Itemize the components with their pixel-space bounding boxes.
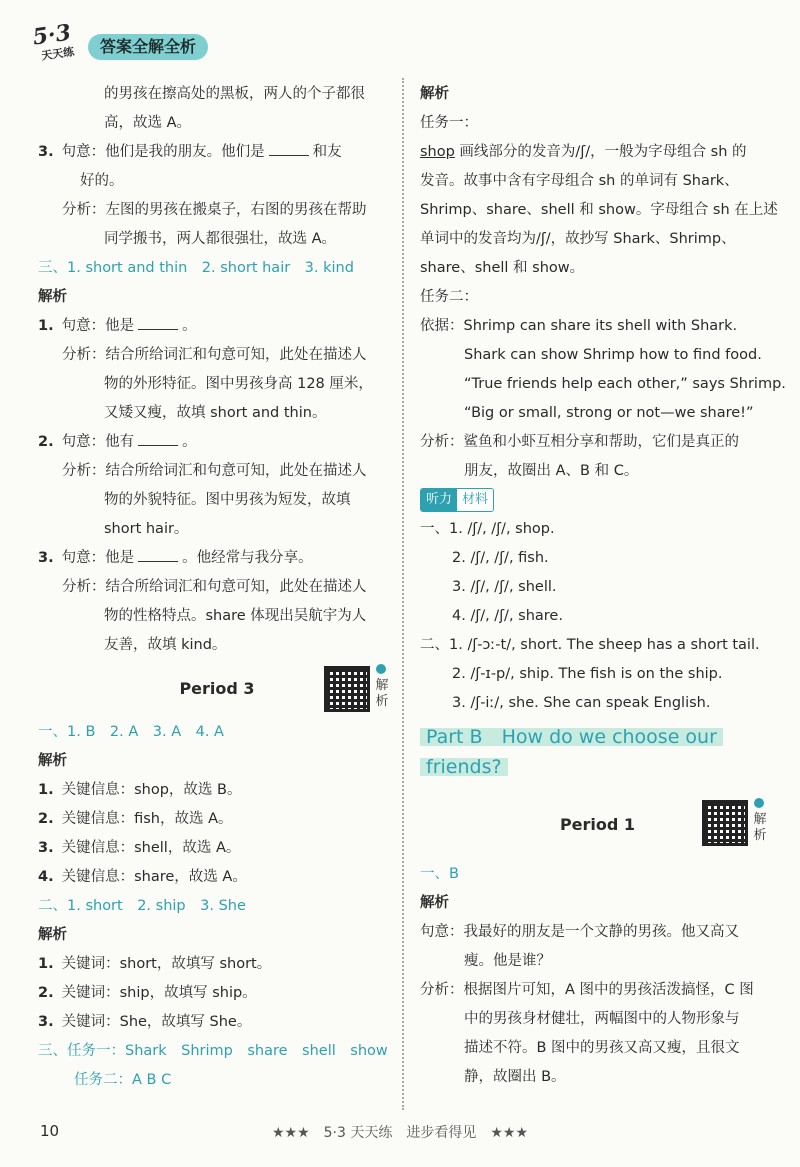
listening-material-badge: 听力 材料	[420, 486, 775, 515]
item-3: 3. 句意：他是 。他经常与我分享。	[38, 550, 313, 566]
logo-text: 5·3	[31, 19, 73, 51]
left-column	[38, 80, 396, 1095]
meaning-line: 句意：我最好的朋友是一个文静的男孩。他又高又	[420, 924, 739, 940]
analysis-line: 又矮又瘦，故填 short and thin。	[104, 405, 327, 421]
answer-yi: 一、B	[420, 866, 459, 882]
period-1-title: Period 1 解析	[420, 790, 775, 860]
footer-slogan: ★★★ 5·3 天天练 进步看得见 ★★★	[271, 1125, 529, 1141]
answer-san-2b: 任务二：A B C	[74, 1072, 172, 1088]
evidence-line: Shark can show Shrimp how to find food.	[464, 347, 762, 363]
question-3: 3. 句意：他们是我的朋友。他们是 和友	[38, 144, 342, 160]
analysis-line: 物的性格特点。share 体现出吴航宇为人	[104, 608, 367, 624]
evidence-line: “True friends help each other,” says Shrimp.	[464, 376, 786, 392]
column-divider	[402, 78, 404, 1110]
analysis-line: 分析：左图的男孩在搬桌子，右图的男孩在帮助	[62, 202, 367, 218]
key-4: 4. 关键信息：share，故选 A。	[38, 869, 247, 885]
answer-yi: 一、1. B 2. A 3. A 4. A	[38, 724, 224, 740]
task-1-label: 任务一：	[420, 115, 478, 131]
listening-line: 3. /ʃ/, /ʃ/, shell.	[452, 579, 557, 595]
analysis-line: 分析：结合所给词汇和句意可知，此处在描述人	[62, 347, 367, 363]
analysis-line: 友善，故填 kind。	[104, 637, 227, 653]
qr-code-icon[interactable]	[702, 800, 748, 846]
word-1: 1. 关键词：short，故填写 short。	[38, 956, 272, 972]
answer-blank	[138, 329, 178, 330]
answer-blank	[269, 155, 309, 156]
section-header-pill: 答案全解全析	[88, 34, 208, 60]
task-1-line: 发音。故事中含有字母组合 sh 的单词有 Shark、	[420, 173, 739, 189]
item-1: 1. 句意：他是 。	[38, 318, 197, 334]
analysis-line: 物的外形特征。图中男孩身高 128 厘米，	[104, 376, 373, 392]
brand-logo	[31, 21, 88, 68]
evidence-line: “Big or small, strong or not—we share!”	[464, 405, 754, 421]
listening-line: 2. /ʃ/, /ʃ/, fish.	[452, 550, 549, 566]
item-2: 2. 句意：他有 。	[38, 434, 197, 450]
analysis-line: 同学搬书，两人都很强壮，故选 A。	[104, 231, 337, 247]
answer-san-2: 三、任务一：Shark Shrimp share shell show	[38, 1043, 388, 1059]
analysis-line: 朋友，故圈出 A、B 和 C。	[464, 463, 639, 479]
key-1: 1. 关键信息：shop，故选 B。	[38, 782, 242, 798]
part-b-title: Part B How do we choose our friends?	[420, 718, 730, 790]
answer-san: 三、1. short and thin 2. short hair 3. kind	[38, 260, 354, 276]
page-number: 10	[40, 1122, 60, 1140]
jiexi-heading: 解析	[38, 927, 67, 943]
text-line: 高，故选 A。	[104, 115, 192, 131]
text-line: 的男孩在擦高处的黑板，两人的个子都很	[104, 86, 365, 102]
analysis-line: short hair。	[104, 521, 189, 537]
task-2-label: 任务二：	[420, 289, 478, 305]
listening-line: 3. /ʃ-iː/, she. She can speak English.	[452, 695, 711, 711]
answer-blank	[138, 445, 178, 446]
play-icon	[376, 664, 386, 674]
jiexi-heading: 解析	[38, 289, 67, 305]
jiexi-heading: 解析	[420, 895, 449, 911]
logo-sub: 天天练	[40, 45, 76, 63]
analysis-line: 分析：结合所给词汇和句意可知，此处在描述人	[62, 463, 367, 479]
key-3: 3. 关键信息：shell，故选 A。	[38, 840, 241, 856]
jiexi-heading: 解析	[38, 753, 67, 769]
text-line: 好的。	[80, 173, 124, 189]
listening-line: 2. /ʃ-ɪ-p/, ship. The fish is on the ship.	[452, 666, 723, 682]
key-2: 2. 关键信息：fish，故选 A。	[38, 811, 233, 827]
period-3-title: Period 3 解析	[38, 660, 396, 718]
word-2: 2. 关键词：ship，故填写 ship。	[38, 985, 257, 1001]
analysis-line: 描述不符。B 图中的男孩又高又瘦，且很文	[464, 1040, 740, 1056]
answer-er: 二、1. short 2. ship 3. She	[38, 898, 246, 914]
word-3: 3. 关键词：She，故填写 She。	[38, 1014, 252, 1030]
analysis-line: 静，故圈出 B。	[464, 1069, 566, 1085]
listening-line: 二、1. /ʃ-ɔː-t/, short. The sheep has a short tail.	[420, 637, 760, 653]
task-1-line: Shrimp、share、shell 和 show。字母组合 sh 在上述	[420, 202, 778, 218]
meaning-line: 瘦。他是谁？	[464, 953, 551, 969]
jiexi-heading: 解析	[420, 86, 449, 102]
listening-line: 4. /ʃ/, /ʃ/, share.	[452, 608, 563, 624]
analysis-line: 物的外貌特征。图中男孩为短发，故填	[104, 492, 351, 508]
analysis-line: 分析：鲨鱼和小虾互相分享和帮助，它们是真正的	[420, 434, 739, 450]
task-1-line: share、shell 和 show。	[420, 260, 585, 276]
analysis-line: 分析：根据图片可知，A 图中的男孩活泼搞怪，C 图	[420, 982, 754, 998]
analysis-line: 分析：结合所给词汇和句意可知，此处在描述人	[62, 579, 367, 595]
right-column	[420, 80, 786, 1092]
analysis-line: 中的男孩身材健壮，两幅图中的人物形象与	[464, 1011, 740, 1027]
qr-label: 解析	[753, 812, 767, 843]
evidence-line: 依据：Shrimp can share its shell with Shark.	[420, 318, 738, 334]
play-icon	[754, 798, 764, 808]
answer-blank	[138, 561, 178, 562]
qr-code-icon[interactable]	[324, 666, 370, 712]
qr-label: 解析	[375, 678, 389, 709]
task-1-line: 单词中的发音均为/ʃ/，故抄写 Shark、Shrimp、	[420, 231, 736, 247]
listening-line: 一、1. /ʃ/, /ʃ/, shop.	[420, 521, 555, 537]
task-1-line: shop 画线部分的发音为/ʃ/，一般为字母组合 sh 的	[420, 144, 747, 160]
